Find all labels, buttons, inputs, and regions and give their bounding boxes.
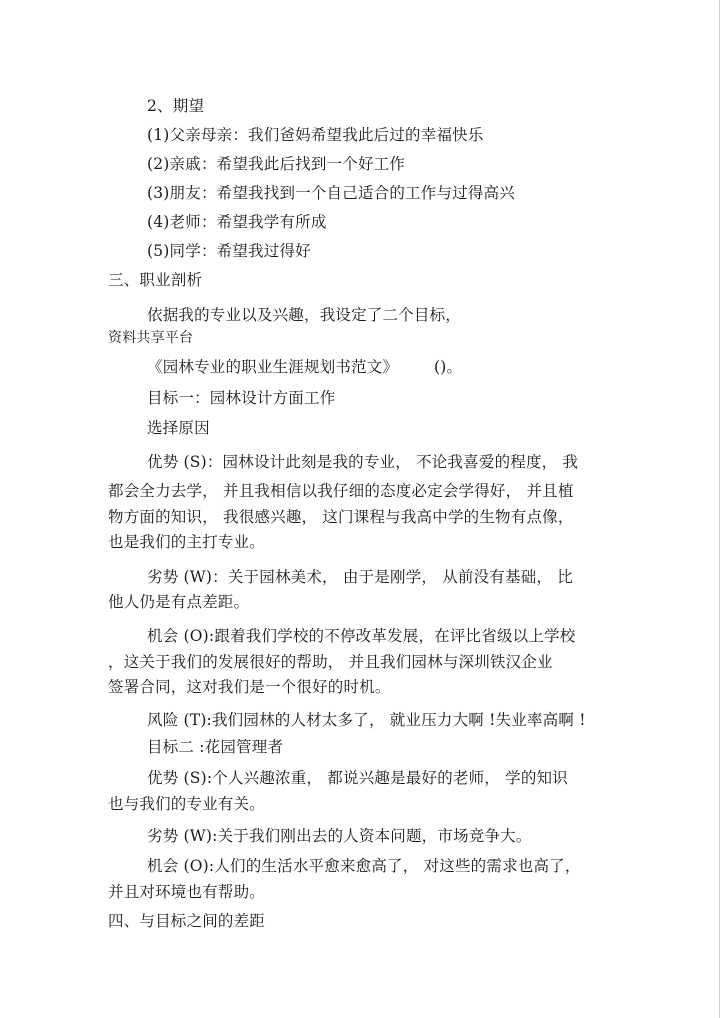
expect-item-parents: (1)父亲母亲：我们爸妈希望我此后过的幸福快乐 xyxy=(147,126,484,144)
section4-heading: 四、与目标之间的差距 xyxy=(108,912,266,930)
goal1-opportunity-line: 机会 (O):跟着我们学校的不停改革发展，在评比省级以上学校 xyxy=(147,627,576,645)
share-note: 资料共享平台 xyxy=(108,330,194,346)
goal2-strength-line: 优势 (S):个人兴趣浓重， 都说兴趣是最好的老师， 学的知识 xyxy=(147,769,568,787)
expect-item-relatives: (2)亲戚：希望我此后找到一个好工作 xyxy=(147,155,406,173)
goal1-threat: 风险 (T):我们园林的人材太多了， 就业压力大啊 !失业率高啊 ! xyxy=(147,711,586,729)
goal2-weakness: 劣势 (W):关于我们刚出去的人资本问题，市场竞争大。 xyxy=(147,827,532,845)
goal2-title: 目标二 :花园管理者 xyxy=(147,738,284,756)
expect-item-classmates: (5)同学：希望我过得好 xyxy=(147,242,311,260)
goal2-opportunity-line: 机会 (O):人们的生活水平愈来愈高了， 对这些的需求也高了， xyxy=(147,857,581,875)
expect-item-friends: (3)朋友：希望我找到一个自己适合的工作与过得高兴 xyxy=(147,184,515,202)
goal1-title: 目标一：园林设计方面工作 xyxy=(147,389,336,407)
intro-paragraph: 依据我的专业以及兴趣，我设定了二个目标， xyxy=(147,306,462,324)
section3-heading: 三、职业剖析 xyxy=(108,271,203,289)
goal1-opportunity-line: 签署合同，这对我们是一个很好的时机。 xyxy=(108,678,391,696)
goal1-weakness-line: 劣势 (W)：关于园林美术， 由于是刚学， 从前没有基础， 比 xyxy=(147,568,573,586)
reason-title: 选择原因 xyxy=(147,419,210,437)
goal2-strength-line: 也与我们的专业有关。 xyxy=(108,795,266,813)
goal1-strength-line: 也是我们的主打专业。 xyxy=(108,533,266,551)
goal2-opportunity-line: 并且对环境也有帮助。 xyxy=(108,883,266,901)
goal1-opportunity-line: ，这关于我们的发展很好的帮助， 并且我们园林与深圳铁汉企业 xyxy=(108,653,553,671)
goal1-strength-line: 都会全力去学， 并且我相信以我仔细的态度必定会学得好， 并且植 xyxy=(108,482,574,500)
goal1-weakness-line: 他人仍是有点差距。 xyxy=(108,593,250,611)
book-title: 《园林专业的职业生涯规划书范文》 xyxy=(147,358,399,376)
expect-item-teachers: (4)老师：希望我学有所成 xyxy=(147,213,327,231)
goal1-strength-line: 物方面的知识， 我很感兴趣， 这门课程与我高中学的生物有点像， xyxy=(108,508,574,526)
book-suffix: ()。 xyxy=(434,358,463,376)
goal1-strength-line: 优势 (S)：园林设计此刻是我的专业， 不论我喜爱的程度， 我 xyxy=(147,453,579,471)
expect-heading: 2、期望 xyxy=(147,97,205,115)
